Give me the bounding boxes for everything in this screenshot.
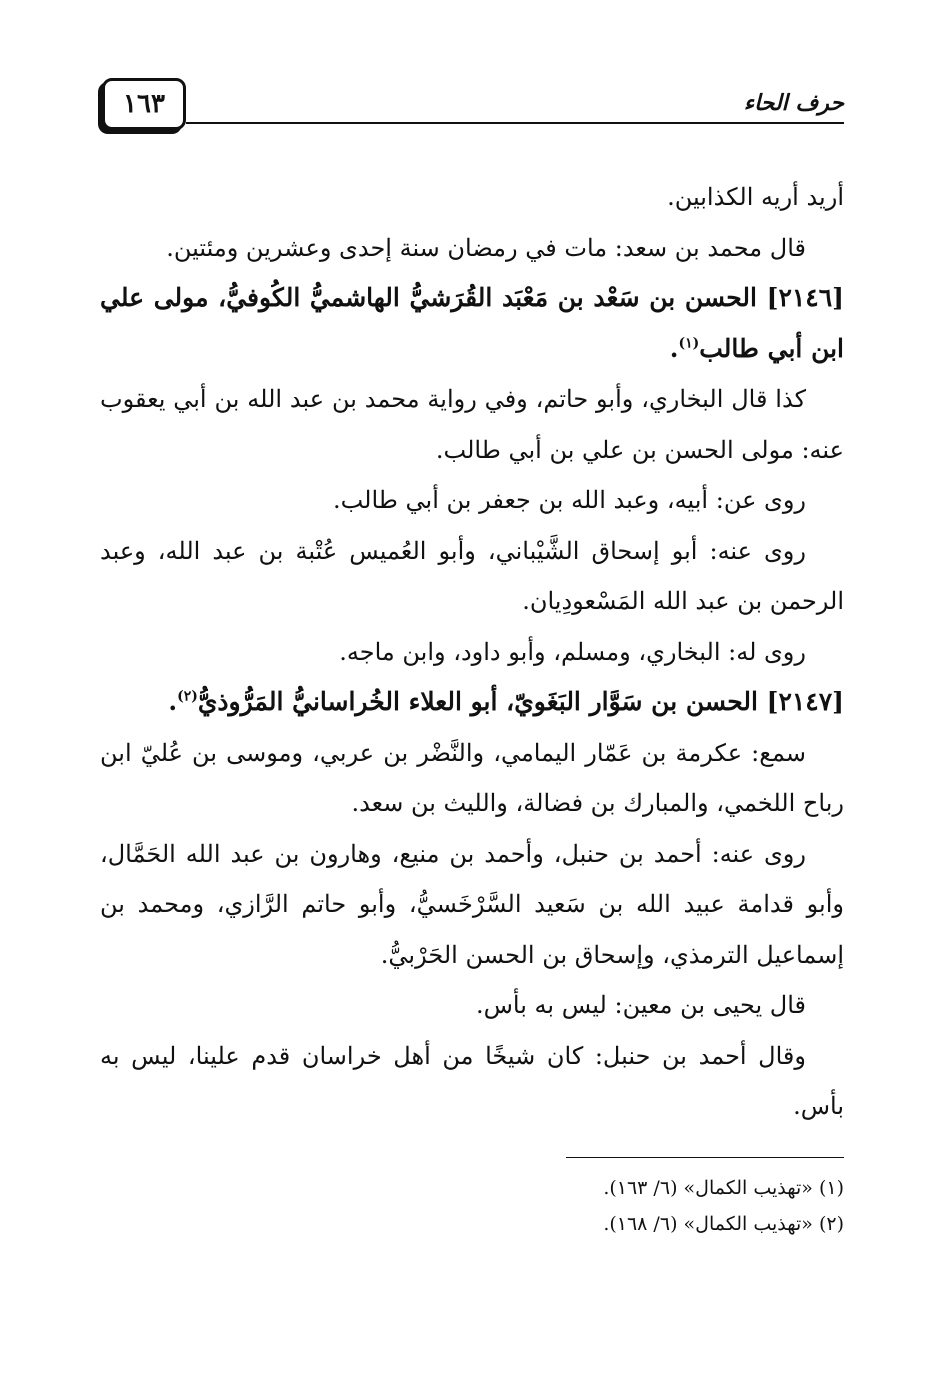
paragraph: قال محمد بن سعد: مات في رمضان سنة إحدى وعشرين ومئتين.	[166, 233, 806, 262]
paragraph: روى عنه: أحمد بن حنبل، وأحمد بن منيع، وهارون بن عبد الله الحَمَّال، وأبو قدامة عبيد الله بن سَعيد السَّرْخَسيُّ، وأبو حاتم الرَّازي، ومحمد بن إسماعيل الترمذي، وإسحاق بن الحسن الحَرْبيُّ.	[100, 839, 844, 969]
footnote-marker: (٢)	[177, 688, 198, 705]
footnote: (١) «تهذيب الكمال» (٦/ ١٦٣).	[603, 1177, 844, 1199]
page-header	[100, 78, 844, 130]
paragraph: أريد أريه الكذابين.	[667, 183, 844, 211]
footnote-marker: (١)	[678, 335, 700, 352]
entry-end: .	[168, 687, 178, 716]
paragraph: قال يحيى بن معين: ليس به بأس.	[475, 991, 806, 1019]
paragraph: روى له: البخاري، ومسلم، وأبو داود، وابن ماجه.	[339, 637, 806, 666]
page-number: ١٦٣	[123, 89, 165, 119]
footnotes	[100, 1170, 844, 1242]
header-rule	[186, 122, 844, 124]
running-title: حرف الحاء	[743, 90, 844, 116]
entry-title: الحسن بن سَوَّار البَغَويّ، أبو العلاء الخُراسانيُّ المَرُّوذيُّ	[197, 687, 767, 716]
paragraph: روى عنه: أبو إسحاق الشَّيْباني، وأبو العُميس عُتْبة بن عبد الله، وعبد الرحمن بن عبد الله المَسْعودِيان.	[100, 536, 844, 615]
paragraph: سمع: عكرمة بن عَمّار اليمامي، والنَّضْر بن عربي، وموسى بن عُليّ ابن رباح اللخمي، والمبارك بن فضالة، والليث بن سعد.	[100, 738, 844, 817]
paragraph: روى عن: أبيه، وعبد الله بن جعفر بن أبي طالب.	[332, 486, 806, 514]
main-text	[100, 172, 844, 1132]
entry-end: .	[669, 333, 679, 363]
biography-entry-heading	[100, 273, 844, 374]
page-number-box	[102, 78, 186, 130]
entry-number: [٢١٤٦]	[766, 283, 844, 312]
entry-title: الحسن بن سَعْد بن مَعْبَد القُرَشيُّ الهاشميُّ الكُوفيُّ، مولى علي ابن أبي طالب	[100, 283, 844, 363]
paragraph: كذا قال البخاري، وأبو حاتم، وفي رواية محمد بن عبد الله بن أبي يعقوب عنه: مولى الحسن بن علي بن أبي طالب.	[100, 385, 844, 464]
footnote: (٢) «تهذيب الكمال» (٦/ ١٦٨).	[603, 1213, 844, 1235]
entry-number: [٢١٤٧]	[766, 687, 844, 716]
biography-entry-heading	[100, 677, 844, 728]
footnote-separator	[566, 1157, 844, 1158]
paragraph: وقال أحمد بن حنبل: كان شيخًا من أهل خراسان قدم علينا، ليس به بأس.	[100, 1041, 844, 1120]
